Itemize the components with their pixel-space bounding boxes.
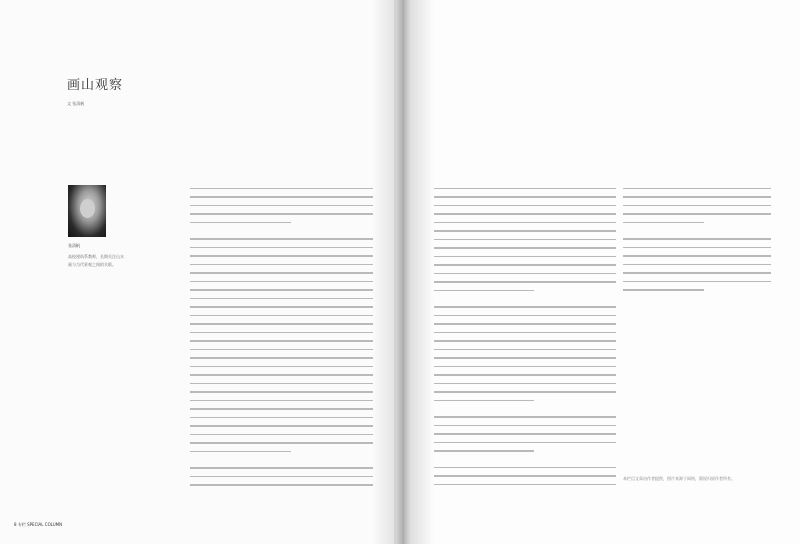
text-line <box>190 277 373 286</box>
text-line <box>623 269 771 278</box>
text-line <box>434 193 616 202</box>
left-page <box>0 0 394 544</box>
text-line <box>190 422 373 431</box>
text-line <box>434 278 616 287</box>
text-line <box>190 320 373 329</box>
text-line <box>434 463 616 472</box>
text-line <box>190 396 373 405</box>
author-name: 张清帆 <box>68 243 80 248</box>
text-line <box>434 210 616 219</box>
text-line <box>434 235 616 244</box>
text-line <box>623 184 771 193</box>
text-line <box>434 184 616 193</box>
text-line <box>434 218 616 227</box>
text-line <box>190 311 373 320</box>
text-line <box>190 269 373 278</box>
text-line <box>190 405 373 414</box>
text-line <box>190 388 373 397</box>
text-line <box>190 379 373 388</box>
article-byline: 文 张清帆 <box>67 101 85 106</box>
text-line <box>623 260 771 269</box>
text-line <box>434 396 616 405</box>
text-line <box>434 371 616 380</box>
left-column <box>190 184 373 489</box>
page-gutter <box>372 0 434 544</box>
text-line <box>190 252 373 261</box>
text-line <box>190 345 373 354</box>
text-line <box>623 235 771 244</box>
author-bio: 高校建筑系教师，长期关注山水画与当代景观之间的关联。 <box>68 254 124 267</box>
text-line <box>190 210 373 219</box>
text-line <box>623 210 771 219</box>
text-line <box>190 235 373 244</box>
text-line <box>623 218 771 227</box>
text-line <box>190 362 373 371</box>
text-line <box>434 472 616 481</box>
text-line <box>190 243 373 252</box>
text-line <box>190 430 373 439</box>
text-line <box>434 320 616 329</box>
text-line <box>623 201 771 210</box>
text-line <box>434 252 616 261</box>
text-line <box>434 354 616 363</box>
text-line <box>190 354 373 363</box>
text-line <box>623 286 771 295</box>
text-line <box>434 337 616 346</box>
text-line <box>434 227 616 236</box>
author-photo <box>68 185 106 237</box>
text-line <box>190 413 373 422</box>
text-line <box>434 388 616 397</box>
text-line <box>434 480 616 489</box>
text-line <box>190 481 373 490</box>
right-page <box>404 0 800 544</box>
text-line <box>434 362 616 371</box>
text-line <box>434 421 616 430</box>
text-line <box>190 184 373 193</box>
text-line <box>190 218 373 227</box>
text-line <box>434 447 616 456</box>
text-line <box>434 201 616 210</box>
text-line <box>434 438 616 447</box>
text-line <box>190 260 373 269</box>
text-line <box>434 303 616 312</box>
text-line <box>190 286 373 295</box>
text-line <box>434 244 616 253</box>
text-line <box>190 201 373 210</box>
text-line <box>623 277 771 286</box>
text-line <box>623 252 771 261</box>
text-line <box>434 286 616 295</box>
text-line <box>623 193 771 202</box>
right-column-1 <box>434 184 616 489</box>
text-line <box>434 379 616 388</box>
text-line <box>190 328 373 337</box>
text-line <box>190 472 373 481</box>
author-face <box>80 199 95 218</box>
text-line <box>434 328 616 337</box>
text-line <box>434 413 616 422</box>
text-line <box>190 371 373 380</box>
text-line <box>190 337 373 346</box>
text-line <box>190 294 373 303</box>
text-line <box>434 430 616 439</box>
article-title: 画山观察 <box>67 78 124 93</box>
text-line <box>190 464 373 473</box>
text-line <box>434 345 616 354</box>
text-line <box>190 193 373 202</box>
page-caption: 本栏目文章由作者提供，图片来源于网络，版权归原作者所有。 <box>623 476 735 481</box>
page-footer: 8 专栏 SPECIAL COLUMN <box>14 522 63 527</box>
text-line <box>190 303 373 312</box>
text-line <box>434 261 616 270</box>
text-line <box>623 243 771 252</box>
text-line <box>434 269 616 278</box>
text-line <box>434 311 616 320</box>
text-line <box>190 439 373 448</box>
text-line <box>190 447 373 456</box>
right-column-2 <box>623 184 771 294</box>
